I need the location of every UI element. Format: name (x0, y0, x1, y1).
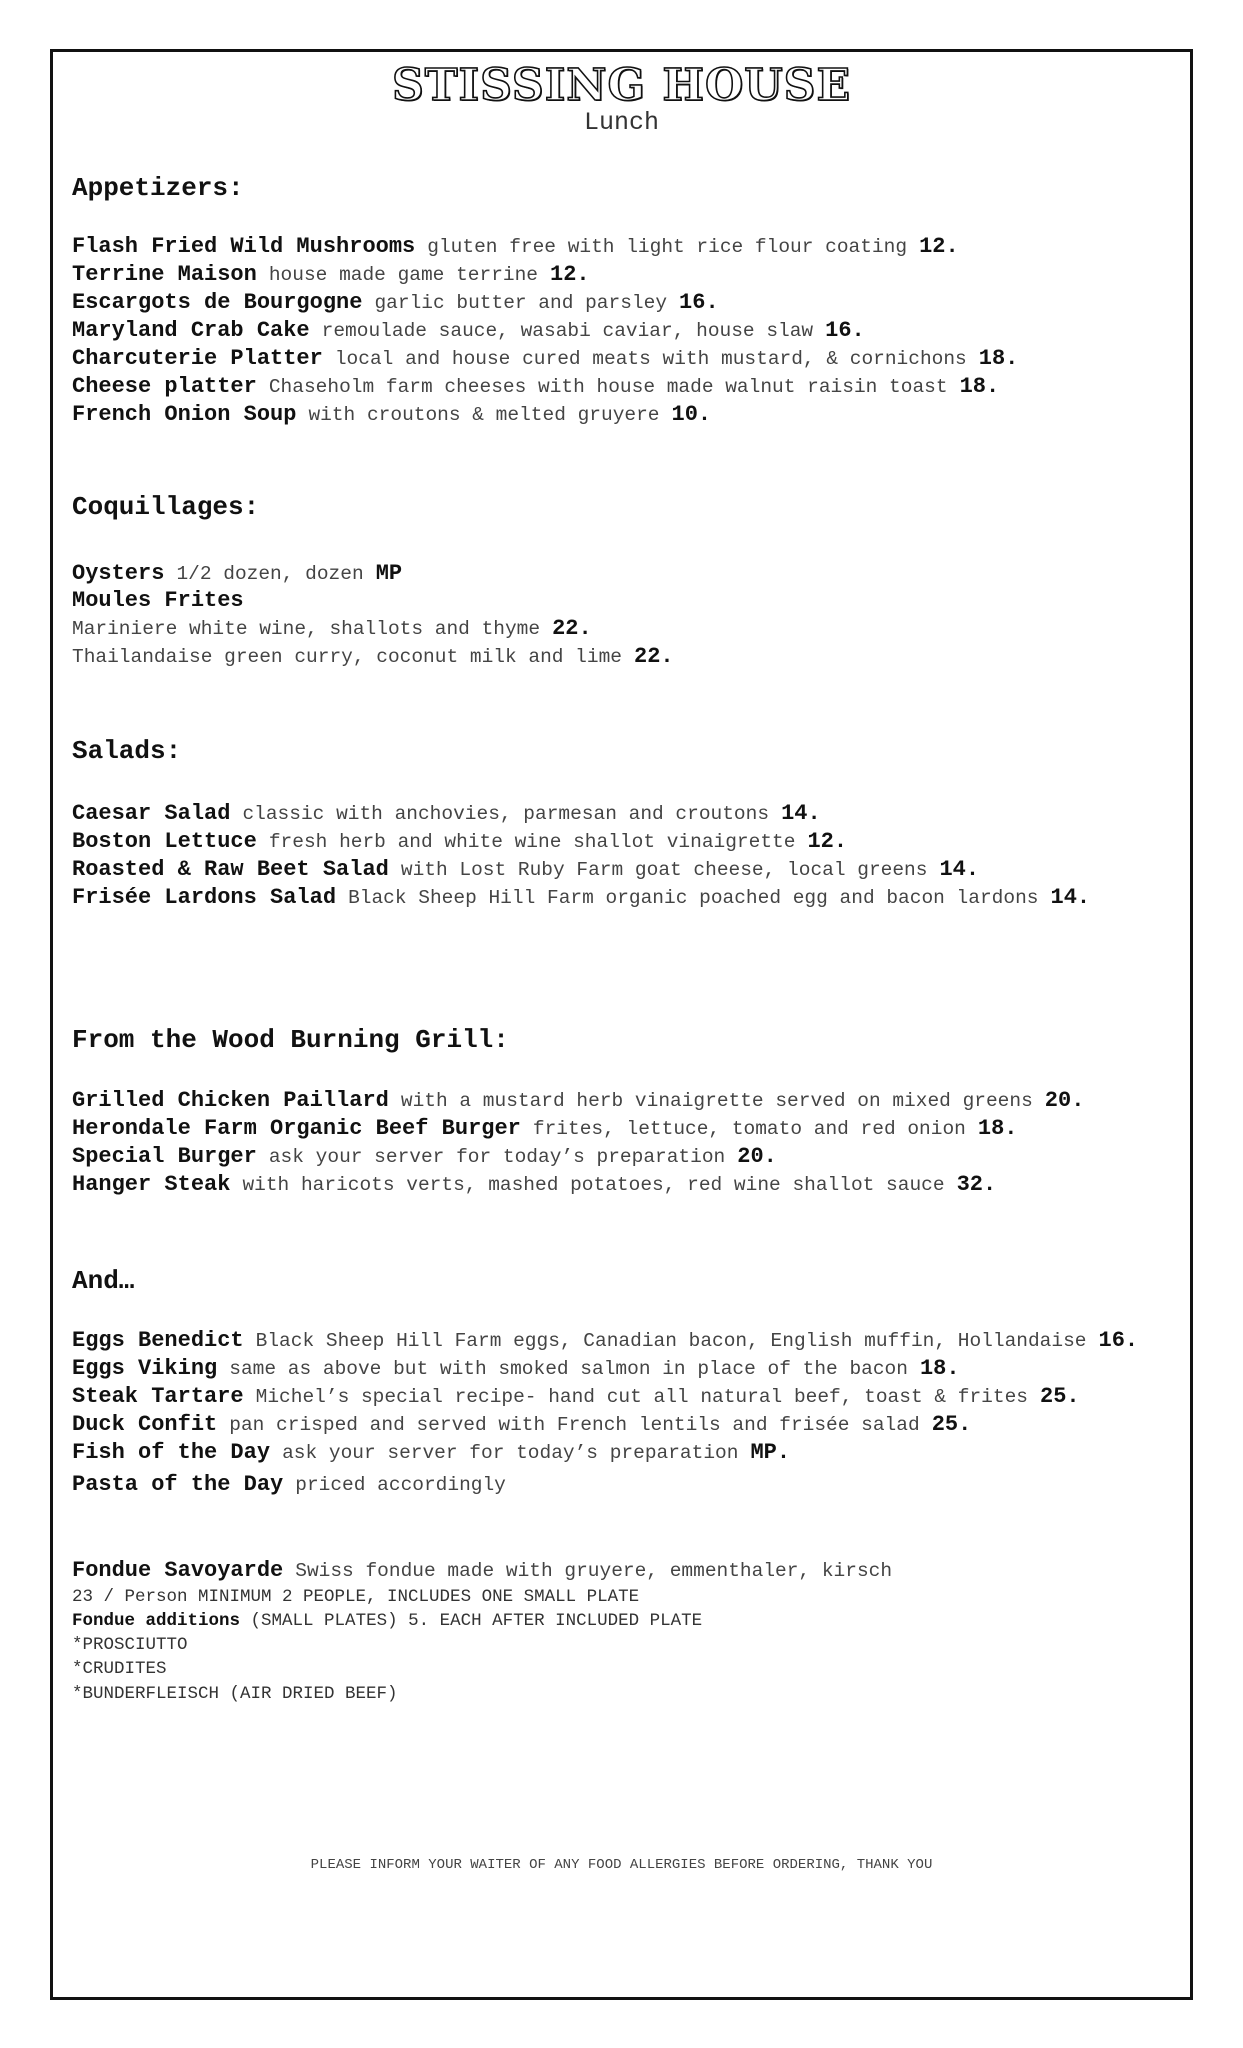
item-name: Eggs Benedict (72, 1328, 244, 1353)
item-price: 14. (939, 857, 980, 882)
section-heading-appetizers: Appetizers: (72, 173, 244, 203)
item-price: 12. (550, 262, 590, 287)
item-description: with Lost Ruby Farm goat cheese, local greens (400, 859, 928, 881)
item-description: gluten free with light rice flour coating (427, 236, 908, 258)
menu-item (72, 1090, 1084, 1112)
item-price: 16. (825, 318, 865, 343)
item-description: with croutons & melted gruyere (308, 404, 660, 426)
fondue-addition-item: *BUNDERFLEISCH (AIR DRIED BEEF) (72, 1684, 398, 1704)
item-description: frites, lettuce, tomato and red onion (532, 1118, 966, 1140)
menu-item (72, 1442, 790, 1464)
menu-item (72, 348, 1018, 370)
item-description: local and house cured meats with mustard, & cornichons (334, 348, 967, 370)
item-price: 20. (737, 1144, 777, 1169)
item-description: garlic butter and parsley (374, 292, 668, 314)
item-description: fresh herb and white wine shallot vinaigrette (268, 831, 796, 853)
item-description: Black Sheep Hill Farm eggs, Canadian bacon, English muffin, Hollandaise (255, 1330, 1087, 1352)
item-description: ask your server for today’s preparation (268, 1146, 726, 1168)
menu-item-option (72, 646, 674, 668)
item-price: 18. (959, 374, 1000, 399)
fondue-price-line: 23 / Person MINIMUM 2 PEOPLE, INCLUDES ONE SMALL PLATE (72, 1587, 640, 1607)
item-name: Fish of the Day (72, 1440, 271, 1465)
item-price: 32. (956, 1172, 997, 1197)
item-description: Black Sheep Hill Farm organic poached egg and bacon lardons (348, 887, 1039, 909)
item-description: Mariniere white wine, shallots and thyme (72, 618, 541, 640)
item-name: Charcuterie Platter (72, 346, 323, 371)
item-description: with haricots verts, mashed potatoes, red wine shallot sauce (242, 1174, 945, 1196)
item-description: remoulade sauce, wasabi caviar, house slaw (321, 320, 814, 342)
item-price: 18. (977, 1116, 1018, 1141)
item-description: Chaseholm farm cheeses with house made walnut raisin toast (268, 376, 948, 398)
menu-item (72, 292, 719, 314)
item-description: house made game terrine (268, 264, 539, 286)
menu-item (72, 803, 821, 825)
item-description: same as above but with smoked salmon in place of the bacon (229, 1358, 908, 1380)
fondue-addition-item: *CRUDITES (72, 1659, 167, 1679)
menu-subtitle: Lunch (583, 108, 659, 137)
allergy-notice: PLEASE INFORM YOUR WAITER OF ANY FOOD ALLERGIES BEFORE ORDERING, THANK YOU (310, 1857, 933, 1873)
item-name: Eggs Viking (72, 1356, 218, 1381)
item-name: Boston Lettuce (72, 829, 257, 854)
section-heading-grill: From the Wood Burning Grill: (72, 1025, 509, 1055)
item-price: 10. (671, 402, 712, 427)
menu-item (72, 590, 244, 612)
item-price: 25. (1040, 1384, 1080, 1409)
menu-item-fondue (72, 1560, 892, 1582)
menu-item (72, 376, 999, 398)
item-name: Escargots de Bourgogne (72, 290, 363, 315)
section-heading-coquillages: Coquillages: (72, 492, 260, 522)
menu-item (72, 1386, 1080, 1408)
menu-item (72, 320, 865, 342)
item-name: Caesar Salad (72, 801, 231, 826)
item-price: 22. (552, 616, 592, 641)
item-description: priced accordingly (295, 1474, 506, 1496)
item-price: 22. (634, 644, 674, 669)
section-heading-and: And… (72, 1266, 135, 1296)
item-price: 12. (807, 829, 848, 854)
item-price: 14. (1050, 885, 1091, 910)
item-price: MP. (750, 1440, 791, 1465)
item-price: 12. (919, 234, 959, 259)
item-description: 1/2 dozen, dozen (176, 563, 364, 585)
item-description: Michel’s special recipe- hand cut all natural beef, toast & frites (255, 1386, 1028, 1408)
menu-item (72, 859, 979, 881)
item-name: Special Burger (72, 1144, 257, 1169)
menu-item (72, 264, 590, 286)
item-name: Steak Tartare (72, 1384, 244, 1409)
item-name: Cheese platter (72, 374, 257, 399)
item-price: 18. (978, 346, 1019, 371)
item-price: 14. (781, 801, 821, 826)
item-price: MP (375, 561, 403, 586)
item-description: classic with anchovies, parmesan and croutons (242, 803, 770, 825)
item-name: French Onion Soup (72, 402, 297, 427)
item-name: Maryland Crab Cake (72, 318, 310, 343)
menu-item-option (72, 618, 592, 640)
item-name: Frisée Lardons Salad (72, 885, 337, 910)
menu-item (72, 1118, 1018, 1140)
menu-item (72, 1474, 506, 1496)
item-name: Terrine Maison (72, 262, 257, 287)
item-price: 20. (1044, 1088, 1085, 1113)
item-description: Thailandaise green curry, coconut milk and lime (72, 646, 622, 668)
menu-item (72, 236, 959, 258)
menu-item (72, 563, 402, 585)
item-price: 25. (931, 1412, 972, 1437)
fondue-additions (72, 1613, 702, 1631)
item-name: Roasted & Raw Beet Salad (72, 857, 389, 882)
section-heading-salads: Salads: (72, 736, 182, 766)
menu-item (72, 1174, 996, 1196)
item-name: Oysters (72, 561, 165, 586)
item-price: 16. (679, 290, 719, 315)
menu-item (72, 404, 711, 426)
item-name: Fondue Savoyarde (72, 1558, 284, 1583)
item-description: with a mustard herb vinaigrette served on mixed greens (400, 1090, 1033, 1112)
item-name: Duck Confit (72, 1412, 218, 1437)
item-name: Moules Frites (72, 588, 244, 613)
menu-item (72, 1330, 1138, 1352)
menu-item (72, 1146, 777, 1168)
fondue-addition-item: *PROSCIUTTO (72, 1635, 188, 1655)
menu-item (72, 1414, 971, 1436)
item-name: Grilled Chicken Paillard (72, 1088, 389, 1113)
item-name: Herondale Farm Organic Beef Burger (72, 1116, 521, 1141)
item-price: 18. (919, 1356, 960, 1381)
item-name: Flash Fried Wild Mushrooms (72, 234, 416, 259)
item-description: Swiss fondue made with gruyere, emmenthaler, kirsch (295, 1560, 893, 1582)
item-price: 16. (1098, 1328, 1139, 1353)
fondue-additions-desc: (SMALL PLATES) 5. EACH AFTER INCLUDED PLATE (250, 1611, 703, 1631)
item-description: ask your server for today’s preparation (282, 1442, 739, 1464)
item-name: Pasta of the Day (72, 1472, 284, 1497)
menu-item (72, 887, 1090, 909)
fondue-additions-label: Fondue additions (72, 1611, 241, 1631)
item-description: pan crisped and served with French lentils and frisée salad (229, 1414, 920, 1436)
menu-item (72, 1358, 960, 1380)
menu-item (72, 831, 847, 853)
restaurant-title: STISSING HOUSE (392, 60, 851, 111)
item-name: Hanger Steak (72, 1172, 231, 1197)
